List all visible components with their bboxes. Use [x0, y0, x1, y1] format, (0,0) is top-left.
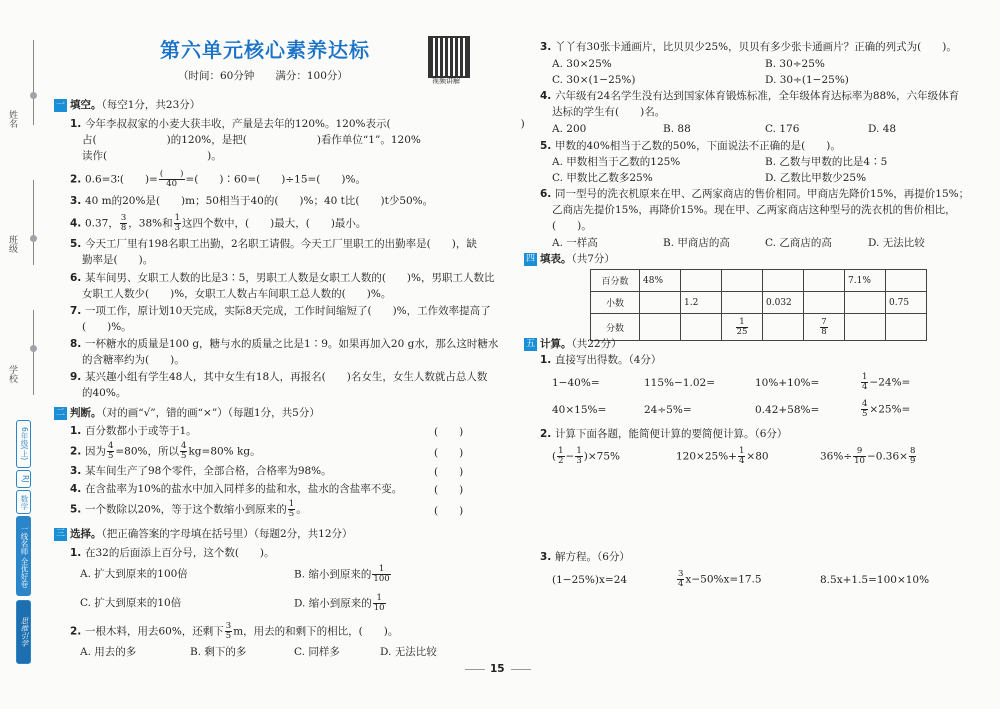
section-badge: 二: [55, 407, 65, 418]
binding-strip: [0, 0, 52, 709]
edition-tag: RJ: [16, 470, 31, 488]
choice-q2: 2. 一根木料，用去60%，还剩下 $\frac{3}{5}$ m，用去的和剩下的相比，( )。: [70, 621, 399, 641]
table-cell[interactable]: [681, 314, 722, 341]
grade-tag: 6年级(上): [16, 420, 31, 468]
page-title: 第六单元核心素养达标: [160, 38, 370, 62]
judge-q5: 5. 一个数除以20%，等于这个数缩小到原来的 $\frac{1}{5}$ 。: [70, 499, 307, 519]
calc-part-2: 2. 计算下面各题，能简便计算的要简便计算。（6分）: [540, 428, 788, 440]
oral-calc-3: 10%+10%=: [755, 377, 820, 389]
section-badge: 一: [55, 99, 65, 110]
choice-q5-d[interactable]: D. 乙数比甲数少25%: [765, 172, 867, 184]
fill-q7-line2: ( )%。: [82, 321, 132, 333]
table-cell[interactable]: [722, 270, 763, 292]
brand-logo: 思维引学: [16, 600, 31, 664]
choice-q5-a[interactable]: A. 甲数相当于乙数的125%: [552, 156, 681, 168]
calc-expr-1: ( $\frac{1}{2}$ − $\frac{1}{3}$ )×75%: [552, 446, 620, 466]
choice-q3-d[interactable]: D. 30÷(1−25%): [765, 74, 849, 86]
name-line: [33, 40, 34, 125]
choice-q4-c[interactable]: C. 176: [765, 123, 800, 135]
choice-q5-c[interactable]: C. 甲数比乙数多25%: [552, 172, 653, 184]
calc-expr-3: 36%÷ $\frac{9}{10}$ −0.36× $\frac{8}{9}$: [820, 446, 916, 466]
choice-q3-c[interactable]: C. 30×(1−25%): [552, 74, 636, 86]
oral-calc-5: 40×15%=: [552, 404, 607, 416]
series-tag: 一线名师 全优好卷: [16, 516, 31, 596]
choice-q6-c[interactable]: C. 乙商店的高: [765, 237, 832, 249]
table-cell[interactable]: [640, 314, 681, 341]
conversion-table: [590, 269, 927, 341]
fill-q5-line2: 勤率是( )。: [82, 254, 154, 266]
choice-q5: 5. 甲数的40%相当于乙数的50%，下面说法不正确的是( )。: [540, 140, 841, 152]
choice-q4-line1: 4. 六年级有24名学生没有达到国家体育锻炼标准，全年级体育达标率为88%，六年级体育: [540, 90, 960, 102]
table-cell[interactable]: $\frac{1}{25}$: [722, 314, 763, 341]
oral-calc-2: 115%−1.02=: [644, 377, 715, 389]
table-cell[interactable]: 1.2: [681, 292, 722, 314]
choice-q1-c[interactable]: C. 扩大到原来的10倍: [80, 597, 182, 609]
judge-answer-4[interactable]: ( ): [434, 484, 464, 496]
oral-calc-7: 0.42+58%=: [755, 404, 820, 416]
class-line: [33, 180, 34, 265]
class-label: 班级: [7, 235, 17, 253]
qr-caption: 视频讲解: [432, 77, 460, 85]
row-label: 百分数: [591, 270, 640, 292]
qr-code-icon[interactable]: [428, 36, 470, 78]
fill-q1-line2: 占( )的120%，是把( )看作单位“1”。120%: [82, 134, 421, 146]
choice-q2-c[interactable]: C. 同样多: [294, 646, 340, 658]
table-cell[interactable]: 0.032: [763, 292, 804, 314]
row-label: 小数: [591, 292, 640, 314]
binding-dot: [30, 92, 37, 99]
fill-q3: 3. 40 m的20%是( )m；50相当于40的( )%；40 t比( )t少50%。: [70, 195, 434, 207]
judge-answer-2[interactable]: ( ): [434, 447, 464, 459]
judge-q2: 2. 因为 $\frac{4}{5}$ =80%，所以 $\frac{4}{5}$ kg=80% kg。: [70, 441, 261, 461]
fill-q1-line3: 读作( )。: [82, 150, 222, 162]
fill-q5-line1: 5. 今天工厂里有198名职工出勤，2名职工请假。今天工厂里职工的出勤率是( )，缺: [70, 238, 477, 250]
section-1-heading: 一 填空。（每空1分，共23分）: [55, 99, 201, 111]
choice-q1-b[interactable]: B. 缩小到原来的 $\frac{1}{100}$: [294, 564, 390, 584]
choice-q6-b[interactable]: B. 甲商店的高: [663, 237, 730, 249]
footer-rule-left: [465, 669, 485, 670]
section-3-heading: 三 选择。（把正确答案的字母填在括号里）（每题2分，共12分）: [55, 528, 353, 540]
judge-answer-1[interactable]: ( ): [434, 426, 464, 438]
table-cell[interactable]: [886, 270, 927, 292]
subject-tag: 数学: [16, 490, 31, 514]
fill-q9-line2: 的40%。: [82, 387, 127, 399]
fill-q8-line1: 8. 一杯糖水的质量是100 g，糖与水的质量之比是1∶9。如果再加入20 g水，那么这时糖水: [70, 338, 499, 350]
judge-answer-5[interactable]: ( ): [434, 505, 464, 517]
section-2-heading: 二 判断。（对的画“√”，错的画“×”）（每题1分，共5分）: [55, 407, 320, 419]
choice-q6-line3: ( )。: [552, 220, 592, 232]
section-4-heading: 四 填表。（共7分）: [525, 253, 615, 265]
choice-q1: 1. 在32的后面添上百分号，这个数( )。: [70, 547, 275, 559]
table-cell[interactable]: [681, 270, 722, 292]
table-cell[interactable]: [845, 314, 886, 341]
choice-q6-a[interactable]: A. 一样高: [552, 237, 598, 249]
school-line: [33, 310, 34, 395]
page-subtitle: （时间：60分钟 满分：100分）: [178, 70, 348, 82]
choice-q5-b[interactable]: B. 乙数与甲数的比是4∶5: [765, 156, 888, 168]
table-cell[interactable]: 48%: [640, 270, 681, 292]
table-cell[interactable]: [763, 314, 804, 341]
equation-3: 8.5x+1.5=100×10%: [820, 574, 930, 586]
fill-q2: 2. 0.6=3∶( )= $\frac{( )}{40}$ =( )∶60=( )÷15=( )%。: [70, 169, 366, 189]
oral-calc-6: 24÷5%=: [644, 404, 692, 416]
choice-q4-line2: 达标的学生有( )名。: [552, 106, 666, 118]
table-cell[interactable]: [804, 270, 845, 292]
table-cell[interactable]: 0.75: [886, 292, 927, 314]
page-number: 15: [490, 663, 505, 675]
choice-q3-b[interactable]: B. 30÷25%: [765, 58, 825, 70]
calc-part-1: 1. 直接写出得数。（4分）: [540, 354, 662, 366]
fill-q8-line2: 的含糖率约为( )。: [82, 354, 185, 366]
oral-calc-4: $\frac{1}{4}$ −24%=: [862, 372, 911, 392]
fill-q6-line1: 6. 某车间男、女职工人数的比是3∶5，男职工人数是女职工人数的( )%，男职工人数比: [70, 272, 495, 284]
section-badge: 三: [55, 528, 65, 539]
choice-q6-line2: 乙商店先提价15%，再降价15%。现在甲、乙两家商店这种型号的洗衣机的售价相比，: [552, 204, 956, 216]
choice-q4-d[interactable]: D. 48: [868, 123, 897, 135]
oral-calc-8: $\frac{4}{5}$ ×25%=: [862, 399, 911, 419]
footer-rule-right: [511, 669, 531, 670]
choice-q2-d[interactable]: D. 无法比较: [380, 646, 437, 658]
section-badge: 四: [525, 253, 535, 264]
table-cell[interactable]: [804, 292, 845, 314]
calc-part-3: 3. 解方程。（6分）: [540, 551, 630, 563]
choice-q2-b[interactable]: B. 剩下的多: [190, 646, 247, 658]
school-label: 学校: [7, 365, 17, 383]
table-cell[interactable]: [640, 292, 681, 314]
fill-q6-line2: 女职工人数少( )%，女职工人数占车间职工总人数的( )%。: [82, 288, 392, 300]
equation-1: (1−25%)x=24: [552, 574, 628, 586]
judge-q1: 1. 百分数都小于或等于1。: [70, 425, 197, 437]
choice-q2-a[interactable]: A. 用去的多: [80, 646, 137, 658]
table-cell[interactable]: [763, 270, 804, 292]
fill-q4: 4. 0.37， $\frac{3}{8}$ ，38%和 $\frac{1}{3}$ 这四个数中，( )最大，( )最小。: [70, 213, 367, 233]
section-5-heading: 五 计算。（共22分）: [525, 338, 622, 350]
fill-q1-line1: 1. 今年李叔叔家的小麦大获丰收，产量是去年的120%。120%表示( ): [70, 118, 525, 130]
table-cell[interactable]: $\frac{7}{8}$: [804, 314, 845, 341]
judge-answer-3[interactable]: ( ): [434, 466, 464, 478]
oral-calc-1: 1−40%=: [552, 377, 600, 389]
choice-q6-line1: 6. 同一型号的洗衣机原来在甲、乙两家商店的售价相同。甲商店先降价15%，再提价15%；: [540, 188, 970, 200]
choice-q6-d[interactable]: D. 无法比较: [868, 237, 925, 249]
fill-q9-line1: 9. 某兴趣小组有学生48人，其中女生有18人，再报名( )名女生，女生人数就占总人数: [70, 371, 488, 383]
table-cell[interactable]: 7.1%: [845, 270, 886, 292]
equation-2: $\frac{3}{4}$ x−50%x=17.5: [678, 569, 762, 589]
choice-q3: 3. 丫丫有30张卡通画片，比贝贝少25%，贝贝有多少张卡通画片？正确的列式为( )。: [540, 41, 957, 53]
table-cell[interactable]: [845, 292, 886, 314]
fill-q7-line1: 7. 一项工作，原计划10天完成，实际8天完成，工作时间缩短了( )%，工作效率提高了: [70, 305, 491, 317]
table-cell[interactable]: [886, 314, 927, 341]
choice-q4-a[interactable]: A. 200: [552, 123, 587, 135]
judge-q3: 3. 某车间生产了98个零件，全部合格，合格率为98%。: [70, 465, 332, 477]
name-label: 姓名: [7, 110, 17, 128]
calc-expr-2: 120×25%+ $\frac{1}{4}$ ×80: [676, 446, 769, 466]
section-badge: 五: [525, 338, 535, 349]
row-label: 分数: [591, 314, 640, 341]
binding-dot: [30, 235, 37, 242]
table-cell[interactable]: [722, 292, 763, 314]
choice-q1-d[interactable]: D. 缩小到原来的 $\frac{1}{10}$: [294, 593, 385, 613]
binding-dot: [30, 345, 37, 352]
judge-q4: 4. 在含盐率为10%的盐水中加入同样多的盐和水，盐水的含盐率不变。: [70, 483, 403, 495]
choice-q1-a[interactable]: A. 扩大到原来的100倍: [80, 568, 188, 580]
choice-q3-a[interactable]: A. 30×25%: [552, 58, 612, 70]
choice-q4-b[interactable]: B. 88: [663, 123, 691, 135]
